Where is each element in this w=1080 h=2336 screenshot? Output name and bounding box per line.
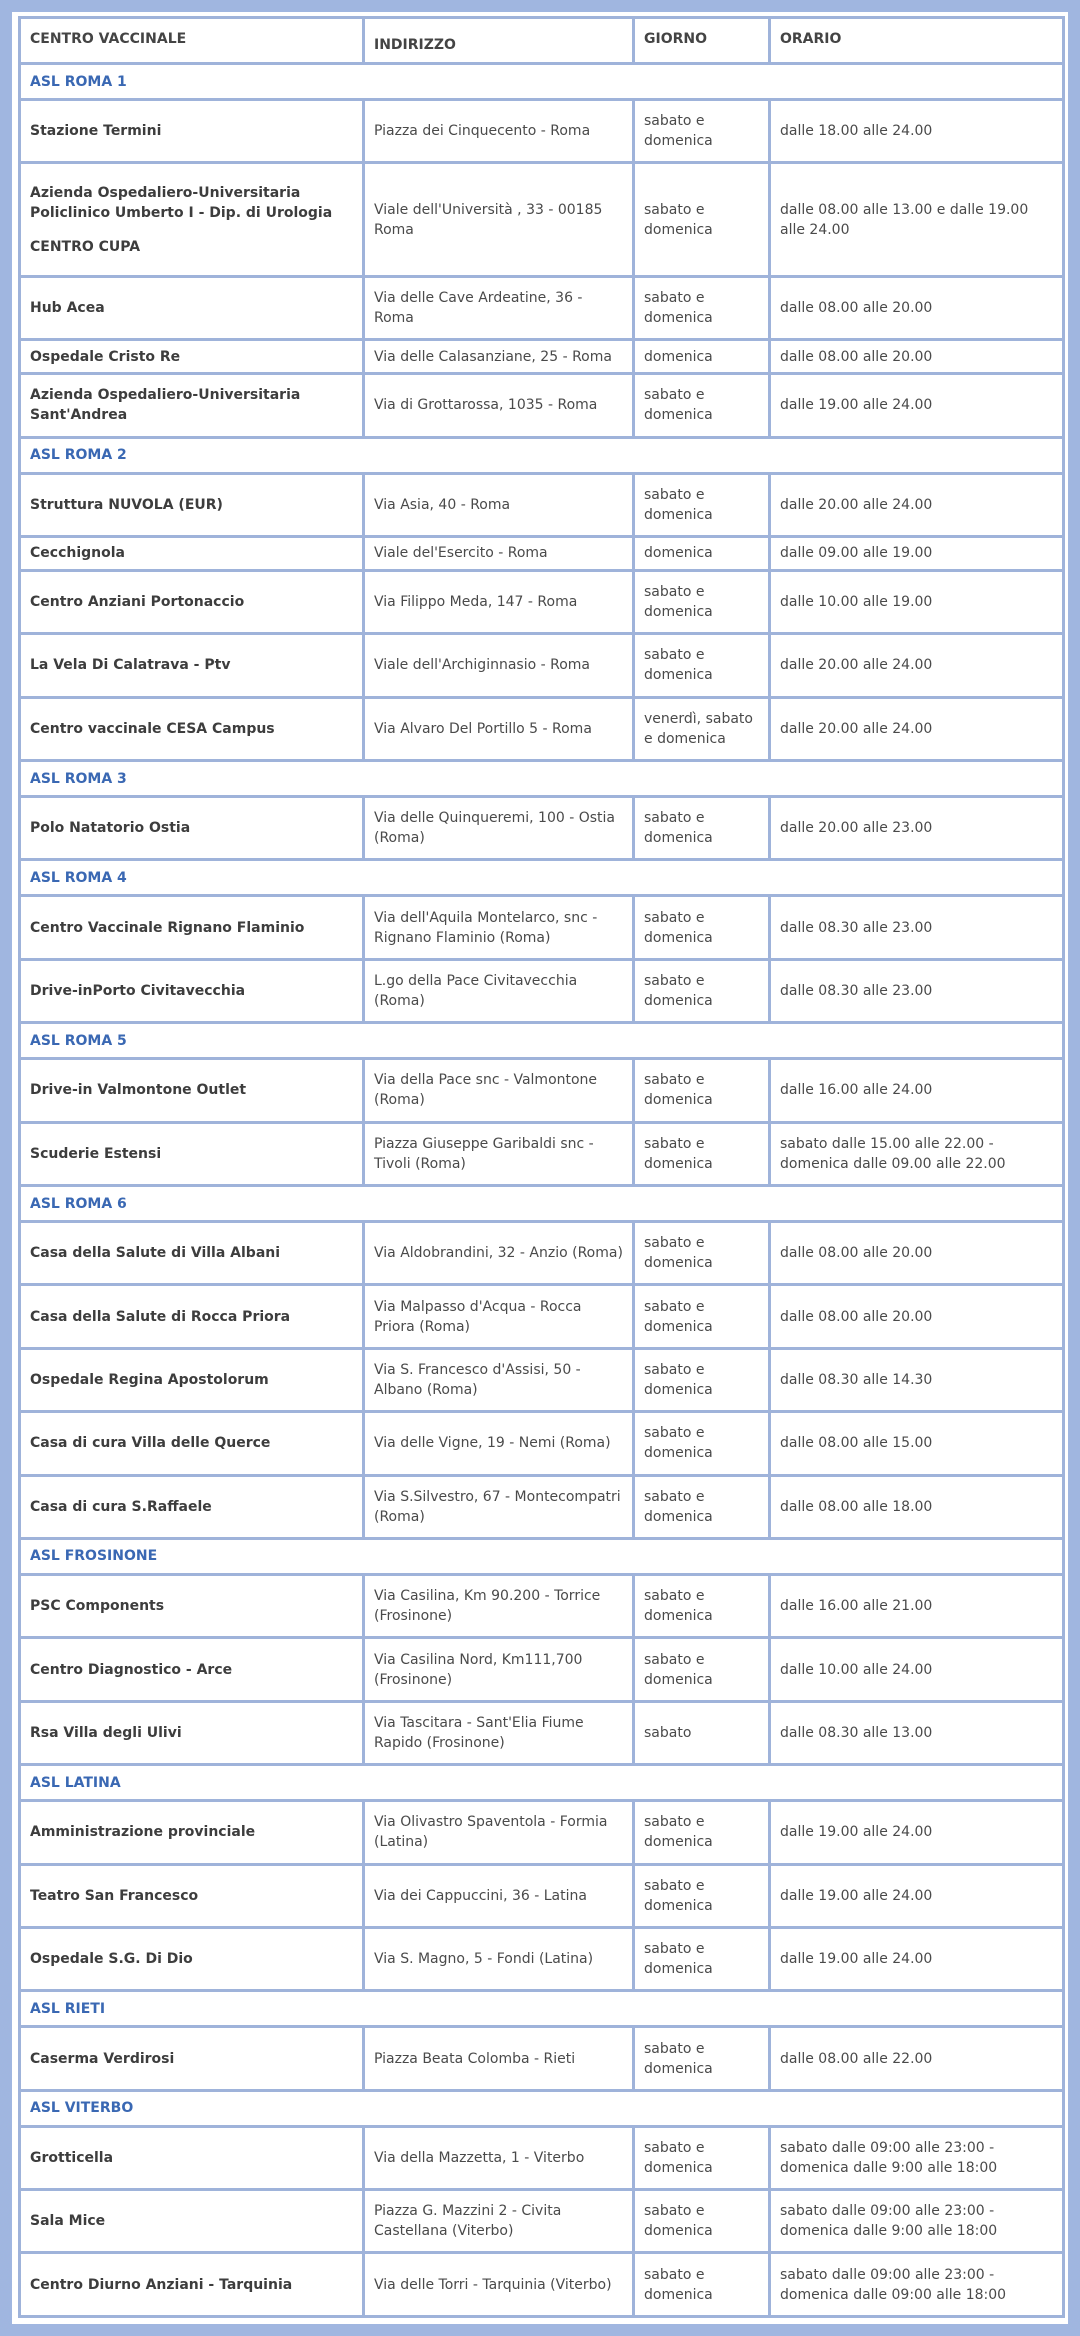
address-cell: Via Casilina Nord, Km111,700 (Frosinone)	[364, 1638, 634, 1701]
table-row	[20, 163, 1064, 277]
header-orario: ORARIO	[770, 18, 1064, 64]
centro-name: Stazione Termini	[30, 123, 162, 140]
table-row	[20, 1122, 1064, 1185]
day-cell: sabato e domenica	[634, 634, 770, 697]
section-title: ASL ROMA 4	[20, 860, 1064, 896]
hours-cell: dalle 08.00 alle 18.00	[770, 1475, 1064, 1538]
page-container	[12, 12, 1068, 2324]
section-row	[20, 437, 1064, 473]
day-cell: sabato e domenica	[634, 1801, 770, 1864]
vaccination-centers-table	[18, 16, 1065, 2318]
centro-name-cell	[20, 1122, 364, 1185]
centro-name: Ospedale Cristo Re	[30, 348, 181, 365]
table-row	[20, 1864, 1064, 1927]
day-cell: sabato e domenica	[634, 2126, 770, 2189]
table-row	[20, 959, 1064, 1022]
centro-name-cell	[20, 1927, 364, 1990]
hours-cell: dalle 20.00 alle 24.00	[770, 634, 1064, 697]
hours-cell: dalle 08.00 alle 20.00	[770, 276, 1064, 339]
header-row	[20, 18, 1064, 64]
day-cell: sabato e domenica	[634, 1864, 770, 1927]
centro-name-cell	[20, 797, 364, 860]
centro-name-cell	[20, 163, 364, 277]
hours-cell: dalle 20.00 alle 24.00	[770, 473, 1064, 536]
address-cell: Via Aldobrandini, 32 - Anzio (Roma)	[364, 1222, 634, 1285]
table-row	[20, 1348, 1064, 1411]
day-cell: sabato e domenica	[634, 959, 770, 1022]
table-body	[20, 64, 1064, 2317]
table-row	[20, 2027, 1064, 2090]
hours-cell: dalle 08.30 alle 23.00	[770, 959, 1064, 1022]
section-title: ASL ROMA 3	[20, 761, 1064, 797]
centro-name-cell	[20, 959, 364, 1022]
hours-cell: dalle 08.00 alle 20.00	[770, 1285, 1064, 1348]
centro-name: Centro Diurno Anziani - Tarquinia	[30, 2276, 293, 2293]
address-cell: Piazza dei Cinquecento - Roma	[364, 100, 634, 163]
centro-name-cell	[20, 1475, 364, 1538]
address-cell: Piazza Giuseppe Garibaldi snc - Tivoli (Roma)	[364, 1122, 634, 1185]
centro-name-cell	[20, 1574, 364, 1637]
section-row	[20, 1538, 1064, 1574]
hours-cell: dalle 08.30 alle 23.00	[770, 896, 1064, 959]
table-row	[20, 374, 1064, 437]
centro-name: Casa di cura S.Raffaele	[30, 1498, 212, 1515]
day-cell: domenica	[634, 536, 770, 570]
table-row	[20, 634, 1064, 697]
centro-name-sub: CENTRO CUPA	[30, 238, 141, 255]
hours-cell: dalle 19.00 alle 24.00	[770, 1801, 1064, 1864]
hours-cell: dalle 10.00 alle 24.00	[770, 1638, 1064, 1701]
address-cell: L.go della Pace Civitavecchia (Roma)	[364, 959, 634, 1022]
section-row	[20, 64, 1064, 100]
centro-name-cell	[20, 473, 364, 536]
address-cell: Via S. Francesco d'Assisi, 50 - Albano (Roma)	[364, 1348, 634, 1411]
address-cell: Via S. Magno, 5 - Fondi (Latina)	[364, 1927, 634, 1990]
centro-name-cell	[20, 570, 364, 633]
hours-cell: sabato dalle 15.00 alle 22.00 - domenica dalle 09.00 alle 22.00	[770, 1122, 1064, 1185]
centro-name-cell	[20, 2253, 364, 2317]
address-cell: Via delle Vigne, 19 - Nemi (Roma)	[364, 1412, 634, 1475]
centro-name-cell	[20, 536, 364, 570]
day-cell: sabato e domenica	[634, 1638, 770, 1701]
section-row	[20, 1023, 1064, 1059]
hours-cell: dalle 08.00 alle 15.00	[770, 1412, 1064, 1475]
table-row	[20, 1412, 1064, 1475]
centro-name: Casa di cura Villa delle Querce	[30, 1435, 271, 1452]
section-row	[20, 1186, 1064, 1222]
centro-name-cell	[20, 1059, 364, 1122]
centro-name: Ospedale S.G. Di Dio	[30, 1951, 193, 1968]
address-cell: Viale dell'Archiginnasio - Roma	[364, 634, 634, 697]
table-row	[20, 797, 1064, 860]
centro-name: Centro Diagnostico - Arce	[30, 1661, 233, 1678]
hours-cell: sabato dalle 09:00 alle 23:00 - domenica dalle 09:00 alle 18:00	[770, 2253, 1064, 2317]
centro-name: Grotticella	[30, 2149, 114, 2166]
table-row	[20, 536, 1064, 570]
section-title: ASL VITERBO	[20, 2090, 1064, 2126]
table-row	[20, 340, 1064, 374]
address-cell: Via Alvaro Del Portillo 5 - Roma	[364, 697, 634, 760]
table-row	[20, 1475, 1064, 1538]
centro-name-cell	[20, 1348, 364, 1411]
day-cell: sabato e domenica	[634, 1412, 770, 1475]
centro-name: Centro Vaccinale Rignano Flaminio	[30, 919, 305, 936]
centro-name: Amministrazione provinciale	[30, 1824, 256, 1841]
day-cell: sabato e domenica	[634, 374, 770, 437]
section-title: ASL ROMA 1	[20, 64, 1064, 100]
hours-cell: dalle 08.00 alle 20.00	[770, 340, 1064, 374]
address-cell: Via delle Quinqueremi, 100 - Ostia (Roma)	[364, 797, 634, 860]
hours-cell: dalle 08.00 alle 22.00	[770, 2027, 1064, 2090]
centro-name: Drive-in Valmontone Outlet	[30, 1082, 247, 1099]
table-row	[20, 100, 1064, 163]
address-cell: Via della Mazzetta, 1 - Viterbo	[364, 2126, 634, 2189]
centro-name-cell	[20, 1801, 364, 1864]
address-cell: Via Casilina, Km 90.200 - Torrice (Frosinone)	[364, 1574, 634, 1637]
section-title: ASL LATINA	[20, 1765, 1064, 1801]
hours-cell: dalle 16.00 alle 21.00	[770, 1574, 1064, 1637]
table-row	[20, 473, 1064, 536]
hours-cell: dalle 19.00 alle 24.00	[770, 1927, 1064, 1990]
centro-name: Cecchignola	[30, 545, 125, 562]
day-cell: sabato e domenica	[634, 797, 770, 860]
day-cell: domenica	[634, 340, 770, 374]
section-row	[20, 860, 1064, 896]
section-title: ASL FROSINONE	[20, 1538, 1064, 1574]
day-cell: sabato e domenica	[634, 100, 770, 163]
day-cell: sabato e domenica	[634, 1348, 770, 1411]
centro-name-cell	[20, 2126, 364, 2189]
day-cell: sabato e domenica	[634, 2190, 770, 2253]
address-cell: Via S.Silvestro, 67 - Montecompatri (Roma)	[364, 1475, 634, 1538]
address-cell: Via dell'Aquila Montelarco, snc - Rignano Flaminio (Roma)	[364, 896, 634, 959]
centro-name-cell	[20, 100, 364, 163]
address-cell: Via Tascitara - Sant'Elia Fiume Rapido (Frosinone)	[364, 1701, 634, 1764]
centro-name: Caserma Verdirosi	[30, 2050, 175, 2067]
address-cell: Via di Grottarossa, 1035 - Roma	[364, 374, 634, 437]
hours-cell: sabato dalle 09:00 alle 23:00 - domenica dalle 9:00 alle 18:00	[770, 2126, 1064, 2189]
hours-cell: sabato dalle 09:00 alle 23:00 - domenica dalle 9:00 alle 18:00	[770, 2190, 1064, 2253]
hours-cell: dalle 18.00 alle 24.00	[770, 100, 1064, 163]
hours-cell: dalle 08.00 alle 13.00 e dalle 19.00 alle 24.00	[770, 163, 1064, 277]
hours-cell: dalle 20.00 alle 23.00	[770, 797, 1064, 860]
day-cell: sabato e domenica	[634, 1122, 770, 1185]
table-row	[20, 2126, 1064, 2189]
centro-name: Casa della Salute di Rocca Priora	[30, 1308, 291, 1325]
day-cell: venerdì, sabato e domenica	[634, 697, 770, 760]
hours-cell: dalle 08.30 alle 14.30	[770, 1348, 1064, 1411]
table-row	[20, 1801, 1064, 1864]
centro-name: Azienda Ospedaliero-Universitaria Sant'Andrea	[30, 387, 301, 424]
centro-name-cell	[20, 1412, 364, 1475]
hours-cell: dalle 10.00 alle 19.00	[770, 570, 1064, 633]
table-row	[20, 1285, 1064, 1348]
address-cell: Via dei Cappuccini, 36 - Latina	[364, 1864, 634, 1927]
centro-name-cell	[20, 1638, 364, 1701]
day-cell: sabato e domenica	[634, 896, 770, 959]
centro-name-cell	[20, 2190, 364, 2253]
centro-name: Teatro San Francesco	[30, 1887, 199, 1904]
centro-name: PSC Components	[30, 1598, 165, 1615]
address-cell: Piazza Beata Colomba - Rieti	[364, 2027, 634, 2090]
centro-name: Casa della Salute di Villa Albani	[30, 1245, 281, 1262]
hours-cell: dalle 08.00 alle 20.00	[770, 1222, 1064, 1285]
table-row	[20, 2190, 1064, 2253]
address-cell: Piazza G. Mazzini 2 - Civita Castellana (Viterbo)	[364, 2190, 634, 2253]
centro-name: Hub Acea	[30, 300, 105, 317]
address-cell: Via Asia, 40 - Roma	[364, 473, 634, 536]
centro-name-cell	[20, 374, 364, 437]
day-cell: sabato e domenica	[634, 1285, 770, 1348]
centro-name-cell	[20, 340, 364, 374]
centro-name: Drive-inPorto Civitavecchia	[30, 983, 246, 1000]
address-cell: Via Malpasso d'Acqua - Rocca Priora (Roma)	[364, 1285, 634, 1348]
centro-name: Ospedale Regina Apostolorum	[30, 1371, 269, 1388]
address-cell: Via delle Torri - Tarquinia (Viterbo)	[364, 2253, 634, 2317]
day-cell: sabato e domenica	[634, 1475, 770, 1538]
day-cell: sabato e domenica	[634, 1059, 770, 1122]
centro-name-cell	[20, 1285, 364, 1348]
hours-cell: dalle 16.00 alle 24.00	[770, 1059, 1064, 1122]
hours-cell: dalle 09.00 alle 19.00	[770, 536, 1064, 570]
table-row	[20, 1638, 1064, 1701]
address-cell: Via Filippo Meda, 147 - Roma	[364, 570, 634, 633]
day-cell: sabato e domenica	[634, 2027, 770, 2090]
centro-name-cell	[20, 1701, 364, 1764]
table-row	[20, 697, 1064, 760]
day-cell: sabato e domenica	[634, 1222, 770, 1285]
table-row	[20, 1574, 1064, 1637]
day-cell: sabato e domenica	[634, 473, 770, 536]
day-cell: sabato e domenica	[634, 276, 770, 339]
centro-name-cell	[20, 896, 364, 959]
header-indirizzo: INDIRIZZO	[364, 18, 634, 64]
header-centro: CENTRO VACCINALE	[20, 18, 364, 64]
table-row	[20, 1059, 1064, 1122]
table-row	[20, 1222, 1064, 1285]
centro-name: Azienda Ospedaliero-Universitaria Policlinico Umberto I - Dip. di Urologia	[30, 184, 333, 221]
table-row	[20, 896, 1064, 959]
section-row	[20, 1991, 1064, 2027]
day-cell: sabato e domenica	[634, 1574, 770, 1637]
section-title: ASL ROMA 5	[20, 1023, 1064, 1059]
centro-name: La Vela Di Calatrava - Ptv	[30, 657, 231, 674]
hours-cell: dalle 19.00 alle 24.00	[770, 374, 1064, 437]
address-cell: Via della Pace snc - Valmontone (Roma)	[364, 1059, 634, 1122]
section-row	[20, 761, 1064, 797]
centro-name-cell	[20, 697, 364, 760]
section-row	[20, 2090, 1064, 2126]
address-cell: Via Olivastro Spaventola - Formia (Latina)	[364, 1801, 634, 1864]
address-cell: Via delle Calasanziane, 25 - Roma	[364, 340, 634, 374]
table-row	[20, 276, 1064, 339]
table-row	[20, 570, 1064, 633]
centro-name: Rsa Villa degli Ulivi	[30, 1724, 182, 1741]
centro-name: Centro Anziani Portonaccio	[30, 594, 245, 611]
hours-cell: dalle 19.00 alle 24.00	[770, 1864, 1064, 1927]
centro-name-cell	[20, 1222, 364, 1285]
day-cell: sabato e domenica	[634, 2253, 770, 2317]
section-title: ASL RIETI	[20, 1991, 1064, 2027]
centro-name: Polo Natatorio Ostia	[30, 820, 191, 837]
address-cell: Viale dell'Università , 33 - 00185 Roma	[364, 163, 634, 277]
table-row	[20, 1927, 1064, 1990]
section-row	[20, 1765, 1064, 1801]
centro-name: Sala Mice	[30, 2213, 106, 2230]
table-row	[20, 1701, 1064, 1764]
day-cell: sabato e domenica	[634, 163, 770, 277]
header-giorno: GIORNO	[634, 18, 770, 64]
centro-name: Centro vaccinale CESA Campus	[30, 720, 275, 737]
centro-name-cell	[20, 2027, 364, 2090]
address-cell: Via delle Cave Ardeatine, 36 - Roma	[364, 276, 634, 339]
day-cell: sabato e domenica	[634, 1927, 770, 1990]
address-cell: Viale del'Esercito - Roma	[364, 536, 634, 570]
centro-name-cell	[20, 1864, 364, 1927]
centro-name: Scuderie Estensi	[30, 1145, 162, 1162]
hours-cell: dalle 20.00 alle 24.00	[770, 697, 1064, 760]
centro-name-cell	[20, 276, 364, 339]
section-title: ASL ROMA 2	[20, 437, 1064, 473]
centro-name: Struttura NUVOLA (EUR)	[30, 496, 223, 513]
centro-name-cell	[20, 634, 364, 697]
table-row	[20, 2253, 1064, 2317]
hours-cell: dalle 08.30 alle 13.00	[770, 1701, 1064, 1764]
day-cell: sabato	[634, 1701, 770, 1764]
section-title: ASL ROMA 6	[20, 1186, 1064, 1222]
day-cell: sabato e domenica	[634, 570, 770, 633]
